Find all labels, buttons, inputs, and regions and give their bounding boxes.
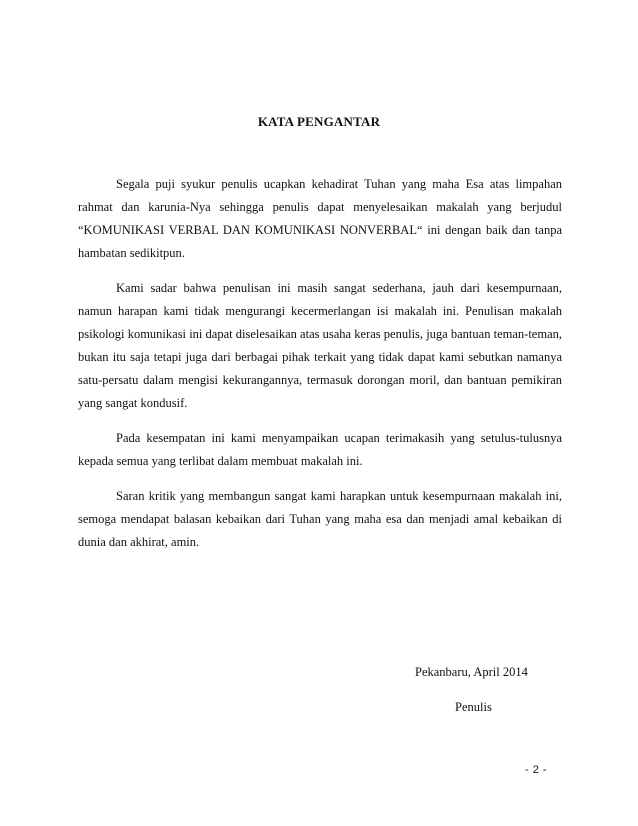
page-title: KATA PENGANTAR bbox=[257, 114, 381, 129]
paragraph-2: Kami sadar bahwa penulisan ini masih sangat sederhana, jauh dari kesempurnaan, namun harapan kami tidak mengurangi kecermerlangan isi makalah ini. Penulisan makalah psikologi komunikasi ini dapat diselesaikan atas usaha keras penulis, juga bantuan teman-teman, bukan itu saja tetapi juga dari berbagai pihak terkait yang tidak dapat kami sebutkan namanya satu-persatu dalam mengisi kekurangannya, termasuk dorongan moril, dan bantuan pemikiran yang sangat kondusif. bbox=[78, 281, 562, 410]
signature-place-date: Pekanbaru, April 2014 bbox=[415, 665, 528, 679]
paragraph-1: Segala puji syukur penulis ucapkan kehadirat Tuhan yang maha Esa atas limpahan rahmat dan karunia-Nya sehingga penulis dapat menyelesaikan makalah yang berjudul “KOMUNIKASI VERBAL DAN KOMUNIKASI NONVERBAL“ ini dengan baik dan tanpa hambatan sedikitpun. bbox=[78, 177, 562, 260]
page-number: - 2 - bbox=[525, 764, 548, 776]
body-text bbox=[78, 173, 562, 566]
signature-name: Penulis bbox=[455, 700, 492, 714]
paragraph-4: Saran kritik yang membangun sangat kami harapkan untuk kesempurnaan makalah ini, semoga mendapat balasan kebaikan dari Tuhan yang maha esa dan menjadi amal kebaikan di dunia dan akhirat, amin. bbox=[78, 489, 562, 549]
paragraph-3: Pada kesempatan ini kami menyampaikan ucapan terimakasih yang setulus-tulusnya kepada semua yang terlibat dalam membuat makalah ini. bbox=[78, 431, 562, 468]
